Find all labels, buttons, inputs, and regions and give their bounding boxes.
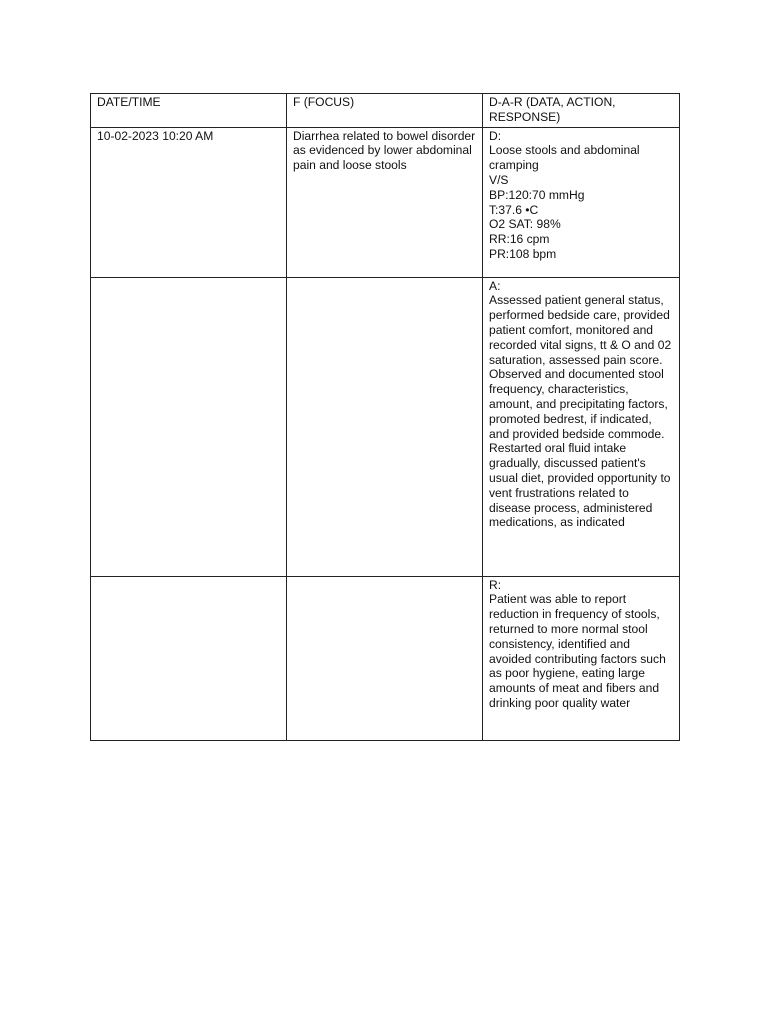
header-focus [287,94,483,128]
cell-focus [287,277,483,576]
table-row [91,127,680,277]
cell-dar-response [483,576,680,740]
header-datetime [91,94,287,128]
cell-dar-action [483,277,680,576]
cell-datetime [91,576,287,740]
header-focus-text: F (FOCUS) [293,95,355,109]
dar-label-data: D: [489,128,502,143]
dar-label-action: A: [489,278,501,293]
table-row [91,576,680,740]
dar-text-action: Assessed patient general status, performed bedside care, provided patient comfort, monitored and recorded vital signs, tt & O and 02 saturation, assessed pain score. Observed and documented stool frequency, characteristics, amount, and precipitating factors, promoted bedrest, if indicated, and provided bedside commode. Restarted oral fluid intake gradually, discussed patient's usual diet, provided opportunity to vent frustrations related to disease process, administered medications, as indicated [489,293,672,530]
table-row [91,277,680,576]
dar-label-response: R: [489,577,502,592]
dar-text-response: Patient was able to report reduction in frequency of stools, returned to more normal stool consistency, identified and avoided contributing factors such as poor hygiene, eating large amounts of meat and fibers and drinking poor quality water [489,592,666,710]
fdar-table [90,93,680,741]
table-header-row [91,94,680,128]
cell-focus [287,127,483,277]
cell-datetime [91,127,287,277]
cell-focus [287,576,483,740]
cell-datetime [91,277,287,576]
header-datetime-text: DATE/TIME [97,95,161,109]
header-dar [483,94,680,128]
dar-text-data: Loose stools and abdominal cramping V/S BP:120:70 mmHg T:37.6 •C O2 SAT: 98% RR:16 cpm PR:108 bpm [489,143,640,261]
datetime-text: 10-02-2023 10:20 AM [97,128,214,143]
cell-dar-data [483,127,680,277]
focus-text: Diarrhea related to bowel disorder as evidenced by lower abdominal pain and loose stools [293,128,476,173]
header-dar-text: D-A-R (DATA, ACTION, RESPONSE) [489,95,616,124]
